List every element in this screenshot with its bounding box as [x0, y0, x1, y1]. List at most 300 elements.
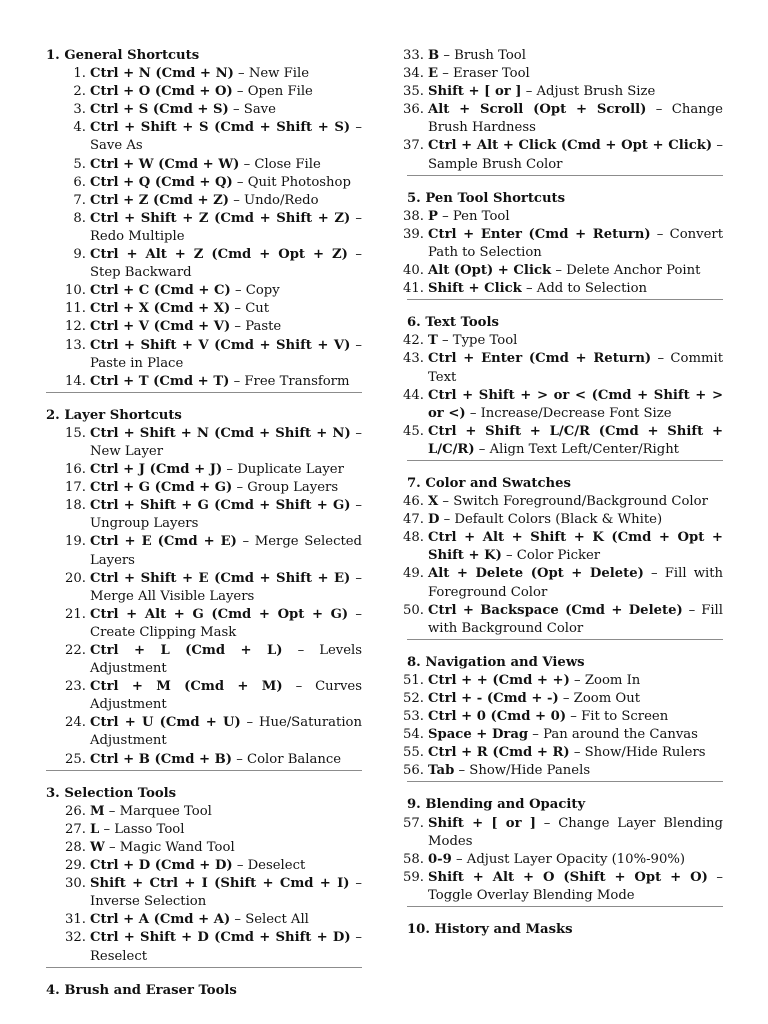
shortcut-description: – Merge Selected Layers	[90, 534, 362, 568]
shortcut-keys: Ctrl + Shift + > or < (Cmd + Shift + > or <)	[428, 387, 723, 421]
shortcut-keys: Ctrl + E (Cmd + E)	[90, 534, 237, 550]
item-number: 30.	[65, 876, 86, 892]
item-text	[428, 493, 723, 511]
shortcut-item	[46, 821, 362, 839]
shortcut-item	[46, 570, 362, 606]
section-title: 9. Blending and Opacity	[407, 797, 586, 813]
item-number: 2.	[73, 84, 86, 100]
shortcut-list	[403, 493, 723, 638]
shortcut-description: – Adjust Layer Opacity (10%-90%)	[451, 851, 686, 867]
shortcut-description: – Convert Path to Selection	[428, 226, 724, 260]
item-number: 28.	[65, 839, 86, 855]
shortcut-keys: Ctrl + J (Cmd + J)	[90, 462, 223, 478]
shortcut-keys: Ctrl + Alt + Z (Cmd + Opt + Z)	[90, 247, 348, 263]
shortcut-description: – Close File	[239, 156, 321, 172]
shortcut-keys: Ctrl + D (Cmd + D)	[90, 858, 233, 874]
shortcut-keys: Ctrl + Shift + L/C/R (Cmd + Shift + L/C/R)	[428, 423, 723, 457]
shortcut-description: – Fill with Foreground Color	[428, 566, 723, 600]
section-general-shortcuts	[46, 47, 362, 393]
item-text	[428, 511, 723, 529]
shortcut-keys: Ctrl + 0 (Cmd + 0)	[428, 709, 567, 725]
section-navigation-and-views	[403, 654, 723, 783]
shortcut-description: – Zoom Out	[558, 691, 641, 706]
item-text	[90, 101, 362, 119]
shortcut-item	[403, 262, 723, 280]
item-text	[90, 857, 362, 875]
shortcut-item	[46, 101, 362, 119]
shortcut-item	[46, 83, 362, 101]
item-number: 45.	[403, 423, 424, 439]
shortcut-item	[403, 226, 724, 262]
item-number: 13.	[65, 337, 86, 353]
shortcut-keys: D	[428, 512, 440, 528]
item-number: 25.	[65, 751, 86, 767]
item-text	[428, 815, 723, 851]
shortcut-item	[403, 708, 723, 726]
shortcut-list	[46, 803, 362, 966]
shortcut-description: – Marquee Tool	[104, 803, 212, 819]
shortcut-keys: Ctrl + O (Cmd + O)	[90, 84, 233, 100]
shortcut-keys: Ctrl + Q (Cmd + Q)	[90, 174, 233, 190]
item-text	[428, 101, 723, 137]
shortcut-item	[46, 497, 362, 533]
shortcut-description: – Hue/Saturation Adjustment	[90, 715, 362, 749]
shortcut-keys: P	[428, 208, 438, 224]
item-text	[428, 851, 723, 869]
shortcut-item	[403, 332, 723, 350]
item-number: 37.	[403, 138, 424, 154]
shortcut-keys: Ctrl + N (Cmd + N)	[90, 66, 234, 82]
item-text	[90, 65, 362, 83]
shortcut-keys: Ctrl + Alt + Shift + K (Cmd + Opt + Shift + K)	[428, 530, 723, 564]
item-number: 34.	[403, 66, 424, 82]
shortcut-keys: Ctrl + Z (Cmd + Z)	[90, 192, 230, 208]
section-title: 6. Text Tools	[407, 315, 499, 331]
shortcut-keys: Ctrl + T (Cmd + T)	[90, 373, 230, 389]
item-number: 49.	[403, 566, 424, 582]
item-text	[90, 642, 362, 678]
shortcut-description: – Redo Multiple	[90, 210, 362, 244]
shortcut-keys: Ctrl + R (Cmd + R)	[428, 745, 570, 761]
shortcut-keys: Shift + Ctrl + I (Shift + Cmd + I)	[90, 876, 350, 892]
item-number: 36.	[403, 102, 424, 118]
shortcut-description: – Change Brush Hardness	[428, 102, 723, 136]
item-text	[428, 226, 723, 262]
shortcut-keys: Ctrl + Enter (Cmd + Return)	[428, 226, 651, 242]
shortcut-description: – Pen Tool	[437, 208, 510, 224]
shortcut-item	[403, 851, 723, 869]
shortcut-keys: Ctrl + U (Cmd + U)	[90, 715, 241, 731]
item-text	[90, 929, 362, 965]
item-text	[428, 708, 723, 726]
item-text	[90, 192, 362, 210]
item-text	[428, 726, 723, 744]
shortcut-keys: Ctrl + C (Cmd + C)	[90, 283, 231, 299]
item-text	[428, 762, 723, 780]
shortcut-description: – Curves Adjustment	[90, 679, 363, 713]
shortcut-item	[403, 101, 723, 137]
item-number: 17.	[65, 480, 86, 496]
shortcut-description: – New File	[233, 66, 310, 82]
shortcut-description: – Quit Photoshop	[232, 174, 351, 190]
item-number: 24.	[65, 715, 86, 731]
shortcut-item	[403, 137, 723, 173]
item-text	[90, 751, 362, 769]
section-layer-shortcuts	[46, 407, 362, 771]
item-number: 54.	[403, 727, 424, 743]
shortcut-description: – Type Tool	[437, 333, 518, 349]
shortcut-item	[403, 65, 723, 83]
shortcut-keys: Tab	[428, 763, 455, 779]
right-column	[403, 47, 724, 954]
shortcut-item	[403, 762, 723, 780]
item-number: 3.	[73, 102, 86, 118]
item-text	[90, 119, 362, 155]
shortcut-item	[403, 280, 723, 298]
shortcut-description: – Increase/Decrease Font Size	[465, 405, 672, 421]
shortcut-item	[46, 533, 362, 569]
shortcut-keys: Ctrl + S (Cmd + S)	[90, 102, 229, 118]
shortcut-item	[46, 911, 362, 929]
shortcut-item	[46, 479, 362, 497]
shortcut-item	[403, 423, 723, 459]
section-title: 10. History and Masks	[407, 922, 573, 938]
item-text	[90, 461, 362, 479]
shortcut-item	[46, 678, 362, 714]
shortcut-description: – Lasso Tool	[99, 821, 185, 837]
item-number: 27.	[65, 821, 86, 837]
shortcut-description: – Change Layer Blending Modes	[428, 815, 723, 849]
shortcut-description: – Commit Text	[428, 351, 723, 385]
shortcut-keys: Ctrl + Backspace (Cmd + Delete)	[428, 602, 683, 618]
section-text-tools	[403, 314, 723, 461]
shortcut-list	[46, 65, 362, 391]
item-text	[90, 282, 362, 300]
shortcut-description: – Pan around the Canvas	[528, 727, 698, 743]
shortcut-item	[403, 493, 723, 511]
shortcut-description: – Toggle Overlay Blending Mode	[428, 869, 723, 903]
shortcut-keys: Ctrl + Shift + G (Cmd + Shift + G)	[90, 498, 351, 514]
shortcut-keys: Space + Drag	[428, 727, 529, 743]
shortcut-description: – Cut	[230, 301, 270, 317]
item-text	[90, 156, 362, 174]
item-number: 42.	[403, 333, 424, 349]
shortcut-item	[46, 714, 362, 750]
item-text	[90, 803, 362, 821]
shortcut-keys: Ctrl + Shift + Z (Cmd + Shift + Z)	[90, 210, 351, 226]
shortcut-item	[46, 839, 362, 857]
shortcut-keys: Ctrl + Alt + Click (Cmd + Opt + Click)	[428, 138, 713, 154]
item-number: 41.	[403, 281, 424, 297]
item-number: 53.	[403, 709, 424, 725]
item-number: 43.	[403, 351, 424, 367]
shortcut-keys: Shift + Alt + O (Shift + Opt + O)	[428, 869, 708, 885]
shortcut-keys: Ctrl + Shift + E (Cmd + Shift + E)	[90, 570, 351, 586]
item-number: 9.	[73, 247, 86, 263]
shortcut-description: – Default Colors (Black & White)	[439, 512, 663, 528]
shortcut-description: – Undo/Redo	[229, 192, 319, 208]
item-text	[428, 350, 723, 386]
shortcut-description: – Paste in Place	[90, 337, 362, 371]
shortcut-keys: Ctrl + G (Cmd + G)	[90, 480, 233, 496]
item-number: 31.	[65, 912, 86, 928]
shortcut-description: – Merge All Visible Layers	[90, 570, 362, 604]
item-text	[428, 65, 723, 83]
section-pen-tool-shortcuts	[403, 190, 724, 301]
shortcut-description: – Magic Wand Tool	[104, 839, 235, 855]
item-number: 5.	[73, 156, 86, 172]
item-number: 14.	[65, 373, 86, 389]
item-number: 18.	[65, 498, 86, 514]
shortcut-description: – Eraser Tool	[438, 66, 530, 82]
shortcut-item	[46, 318, 362, 336]
shortcut-list	[403, 332, 723, 459]
item-number: 50.	[403, 602, 424, 618]
shortcut-item	[46, 461, 362, 479]
item-text	[90, 300, 362, 318]
section-title: 7. Color and Swatches	[407, 475, 571, 491]
item-text	[428, 83, 723, 101]
item-text	[90, 911, 362, 929]
shortcut-keys: Ctrl + Enter (Cmd + Return)	[428, 351, 652, 367]
shortcut-keys: Ctrl + V (Cmd + V)	[90, 319, 231, 335]
shortcut-keys: Alt + Scroll (Opt + Scroll)	[428, 102, 647, 118]
item-text	[428, 387, 723, 423]
shortcut-description: – Save	[228, 102, 276, 118]
shortcut-description: – Copy	[230, 283, 280, 299]
shortcut-item	[403, 47, 723, 65]
shortcut-item	[403, 387, 723, 423]
shortcut-item	[403, 672, 723, 690]
item-number: 26.	[65, 803, 86, 819]
item-text	[90, 875, 362, 911]
shortcut-item	[403, 208, 723, 226]
item-number: 7.	[73, 192, 86, 208]
item-number: 40.	[403, 263, 424, 279]
item-number: 52.	[403, 691, 424, 706]
item-text	[90, 174, 362, 192]
shortcut-item	[403, 869, 723, 905]
shortcut-item	[46, 210, 362, 246]
item-number: 8.	[73, 210, 86, 226]
shortcut-keys: Shift + [ or ]	[428, 815, 536, 831]
shortcut-item	[403, 744, 723, 762]
item-number: 16.	[65, 462, 86, 478]
shortcut-keys: Shift + [ or ]	[428, 84, 522, 100]
shortcut-keys: Ctrl + A (Cmd + A)	[90, 912, 231, 928]
section-title: 2. Layer Shortcuts	[46, 407, 182, 423]
item-number: 51.	[403, 672, 424, 688]
shortcut-description: – Brush Tool	[439, 48, 526, 63]
section-history-and-masks	[407, 921, 723, 940]
item-text	[428, 690, 723, 708]
section-title: 5. Pen Tool Shortcuts	[407, 190, 566, 206]
shortcut-keys: Ctrl + Shift + V (Cmd + Shift + V)	[90, 337, 351, 353]
section-title: 3. Selection Tools	[46, 785, 177, 801]
shortcut-item	[46, 373, 362, 391]
shortcut-list	[403, 815, 723, 905]
shortcut-description: – Fill with Background Color	[428, 602, 723, 636]
shortcut-item	[46, 803, 362, 821]
shortcut-keys: T	[428, 333, 438, 349]
shortcut-item	[403, 565, 723, 601]
shortcut-item	[403, 529, 723, 565]
item-text	[90, 678, 362, 714]
item-text	[428, 137, 723, 173]
section-title: 8. Navigation and Views	[407, 654, 585, 670]
item-number: 57.	[403, 815, 424, 831]
shortcut-description: – Add to Selection	[521, 281, 648, 297]
item-number: 4.	[73, 120, 86, 136]
shortcut-list	[403, 208, 724, 298]
shortcut-description: – Select All	[230, 912, 309, 928]
item-text	[90, 373, 362, 391]
item-text	[90, 533, 362, 569]
section-brush-and-eraser-tools	[46, 982, 362, 1001]
section-continued	[403, 47, 723, 176]
shortcut-description: – Zoom In	[569, 672, 641, 688]
item-number: 58.	[403, 851, 424, 867]
item-text	[90, 83, 362, 101]
item-text	[428, 565, 723, 601]
item-number: 12.	[65, 319, 86, 335]
item-text	[90, 318, 362, 336]
shortcut-item	[46, 300, 362, 318]
shortcut-keys: Ctrl + Shift + S (Cmd + Shift + S)	[90, 120, 351, 136]
shortcut-description: – Save As	[90, 120, 362, 154]
shortcut-description: – Adjust Brush Size	[521, 84, 656, 100]
shortcut-item	[46, 156, 362, 174]
item-number: 23.	[65, 679, 86, 695]
item-text	[428, 744, 723, 762]
item-number: 39.	[403, 226, 424, 242]
item-number: 38.	[403, 208, 424, 224]
shortcut-item	[46, 119, 362, 155]
item-text	[90, 246, 362, 282]
shortcut-description: – Delete Anchor Point	[551, 263, 701, 279]
item-number: 1.	[73, 66, 86, 82]
shortcut-keys: Shift + Click	[428, 281, 522, 297]
shortcut-description: – Paste	[230, 319, 282, 335]
shortcut-keys: Alt + Delete (Opt + Delete)	[428, 566, 644, 582]
shortcut-list	[46, 425, 362, 769]
item-number: 56.	[403, 763, 424, 779]
item-text	[428, 332, 723, 350]
shortcut-description: – Sample Brush Color	[428, 138, 723, 172]
item-text	[90, 210, 362, 246]
shortcut-description: – Open File	[232, 84, 313, 100]
section-color-and-swatches	[403, 475, 723, 640]
shortcut-description: – Align Text Left/Center/Right	[474, 441, 679, 457]
item-text	[90, 570, 362, 606]
shortcut-keys: M	[90, 803, 105, 819]
shortcut-description: – Color Balance	[232, 751, 342, 767]
shortcut-item	[46, 606, 362, 642]
shortcut-keys: Ctrl + - (Cmd + -)	[428, 691, 559, 706]
shortcut-item	[46, 282, 362, 300]
shortcut-description: – Group Layers	[232, 480, 339, 496]
shortcut-description: – Show/Hide Panels	[454, 763, 591, 779]
shortcut-item	[46, 642, 362, 678]
shortcut-description: – Step Backward	[90, 247, 362, 281]
shortcut-item	[46, 875, 362, 911]
shortcut-item	[46, 246, 362, 282]
shortcut-item	[46, 425, 362, 461]
shortcut-item	[403, 83, 723, 101]
item-text	[90, 497, 362, 533]
section-title: 1. General Shortcuts	[46, 48, 200, 63]
item-text	[428, 280, 723, 298]
shortcut-keys: Ctrl + + (Cmd + +)	[428, 672, 570, 688]
item-text	[428, 423, 723, 459]
item-text	[90, 425, 362, 461]
item-text	[428, 529, 723, 565]
item-text	[90, 821, 362, 839]
item-text	[428, 262, 723, 280]
shortcut-item	[46, 174, 362, 192]
item-number: 48.	[403, 530, 424, 546]
shortcut-description: – Switch Foreground/Background Color	[438, 494, 708, 510]
item-text	[428, 869, 723, 905]
item-number: 21.	[65, 606, 86, 622]
shortcut-description: – Reselect	[90, 930, 362, 964]
shortcut-description: – Duplicate Layer	[222, 462, 344, 478]
shortcut-keys: Ctrl + W (Cmd + W)	[90, 156, 240, 172]
shortcut-keys: E	[428, 66, 439, 82]
shortcut-keys: Ctrl + X (Cmd + X)	[90, 301, 231, 317]
shortcut-description: – Color Picker	[501, 548, 601, 564]
item-number: 20.	[65, 570, 86, 586]
item-number: 59.	[403, 869, 424, 885]
left-column	[46, 47, 362, 1015]
shortcut-description: – Show/Hide Rulers	[569, 745, 706, 761]
item-number: 35.	[403, 84, 424, 100]
shortcut-description: – New Layer	[90, 425, 362, 459]
shortcut-item	[403, 815, 723, 851]
item-number: 47.	[403, 512, 424, 528]
item-number: 19.	[65, 534, 86, 550]
shortcut-keys: Ctrl + B (Cmd + B)	[90, 751, 233, 767]
item-text	[428, 47, 723, 65]
section-title: 4. Brush and Eraser Tools	[46, 982, 237, 998]
item-number: 46.	[403, 494, 424, 510]
item-number: 10.	[65, 283, 86, 299]
shortcut-keys: Ctrl + Alt + G (Cmd + Opt + G)	[90, 606, 349, 622]
shortcut-item	[46, 337, 362, 373]
item-number: 55.	[403, 745, 424, 761]
shortcut-item	[46, 751, 362, 769]
shortcut-item	[403, 602, 723, 638]
item-text	[428, 208, 723, 226]
shortcut-keys: W	[90, 839, 105, 855]
shortcut-keys: Ctrl + L (Cmd + L)	[90, 643, 283, 658]
shortcut-keys: Alt (Opt) + Click	[428, 263, 552, 279]
shortcut-description: – Inverse Selection	[90, 876, 362, 910]
item-text	[90, 337, 362, 373]
shortcut-keys: 0-9	[428, 851, 452, 867]
shortcut-item	[46, 192, 362, 210]
item-number: 22.	[65, 643, 86, 658]
shortcut-description: – Fit to Screen	[566, 709, 669, 725]
shortcut-keys: L	[90, 821, 100, 837]
shortcut-item	[403, 690, 723, 708]
shortcut-description: – Create Clipping Mask	[90, 606, 362, 640]
item-text	[428, 602, 723, 638]
shortcut-item	[46, 929, 362, 965]
item-text	[90, 839, 362, 857]
item-number: 32.	[65, 930, 86, 946]
shortcut-description: – Ungroup Layers	[90, 498, 362, 532]
